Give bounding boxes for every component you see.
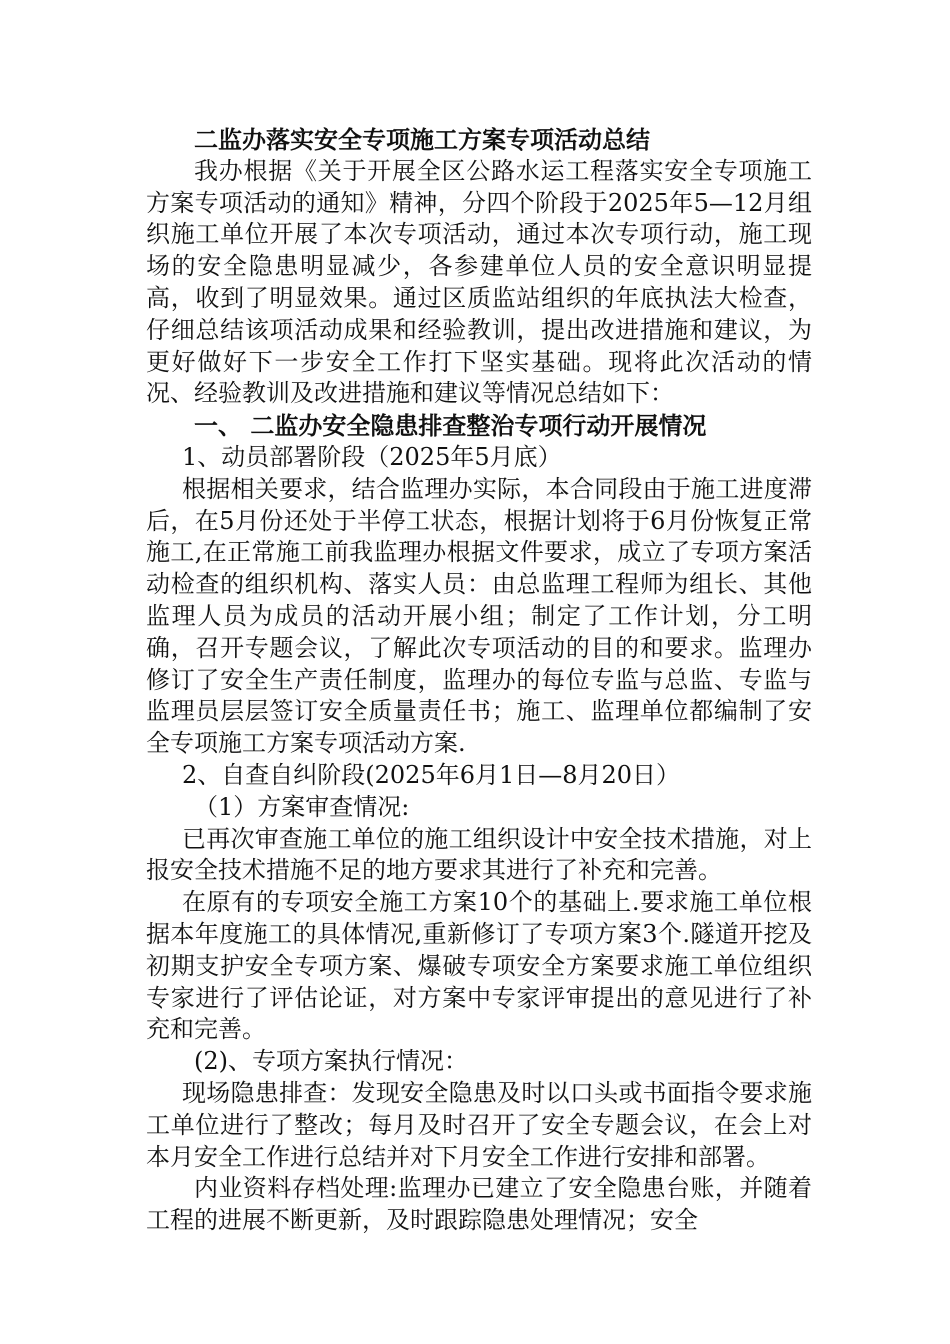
intro-paragraph: 我办根据《关于开展全区公路水运工程落实安全专项施工方案专项活动的通知》精神，分四个阶段于2025年5—12月组织施工单位开展了本次专项活动，通过本次专项行动，施工现场的安全隐患明显减少，各参建单位人员的安全意识明显提高，收到了明显效果。通过区质监站组织的年底执法大检查，仔细总结该项活动成果和经验教训，提出改进措施和建议，为更好做好下一步安全工作打下坚实基础。现将此次活动的情况、经验教训及改进措施和建议等情况总结如下： bbox=[146, 156, 812, 408]
section-heading-1: 一、 二监办安全隐患排查整治专项行动开展情况 bbox=[194, 411, 707, 441]
subsection-1-paragraph-2: 在原有的专项安全施工方案10个的基础上.要求施工单位根据本年度施工的具体情况,重新修订了专项方案3个.隧道开挖及初期支护安全专项方案、爆破专项安全方案要求施工单位组织专家进行了评估论证，对方案中专家评审提出的意见进行了补充和完善。 bbox=[146, 888, 812, 1044]
stage-1-heading: 1、动员部署阶段（2025年5月底） bbox=[182, 442, 562, 471]
subsection-2-paragraph-2: 内业资料存档处理:监理办已建立了安全隐患台账，并随着工程的进展不断更新，及时跟踪隐患处理情况；安全 bbox=[146, 1174, 812, 1235]
stage-2-heading: 2、自查自纠阶段(2025年6月1日—8月20日） bbox=[182, 760, 681, 789]
document-body bbox=[146, 124, 812, 1237]
document-title: 二监办落实安全专项施工方案专项活动总结 bbox=[194, 125, 650, 154]
stage-1-paragraph: 根据相关要求，结合监理办实际，本合同段由于施工进度滞后，在5月份还处于半停工状态，根据计划将于6月份恢复正常施工,在正常施工前我监理办根据文件要求，成立了专项方案活动检查的组织机构、落实人员：由总监理工程师为组长、其他监理人员为成员的活动开展小组；制定了工作计划，分工明确，召开专题会议，了解此次专项活动的目的和要求。监理办修订了安全生产责任制度，监理办的每位专监与总监、专监与监理员层层签订安全质量责任书；施工、监理单位都编制了安全专项施工方案专项活动方案. bbox=[146, 474, 812, 758]
subsection-1-paragraph-1: 已再次审查施工单位的施工组织设计中安全技术措施，对上报安全技术措施不足的地方要求其进行了补充和完善。 bbox=[146, 824, 812, 885]
subsection-1-heading: （1）方案审查情况: bbox=[194, 792, 410, 821]
subsection-2-heading: (2)、专项方案执行情况： bbox=[194, 1047, 468, 1076]
subsection-2-paragraph-1: 现场隐患排查：发现安全隐患及时以口头或书面指令要求施工单位进行了整改；每月及时召开了安全专题会议，在会上对本月安全工作进行总结并对下月安全工作进行安排和部署。 bbox=[146, 1078, 812, 1171]
